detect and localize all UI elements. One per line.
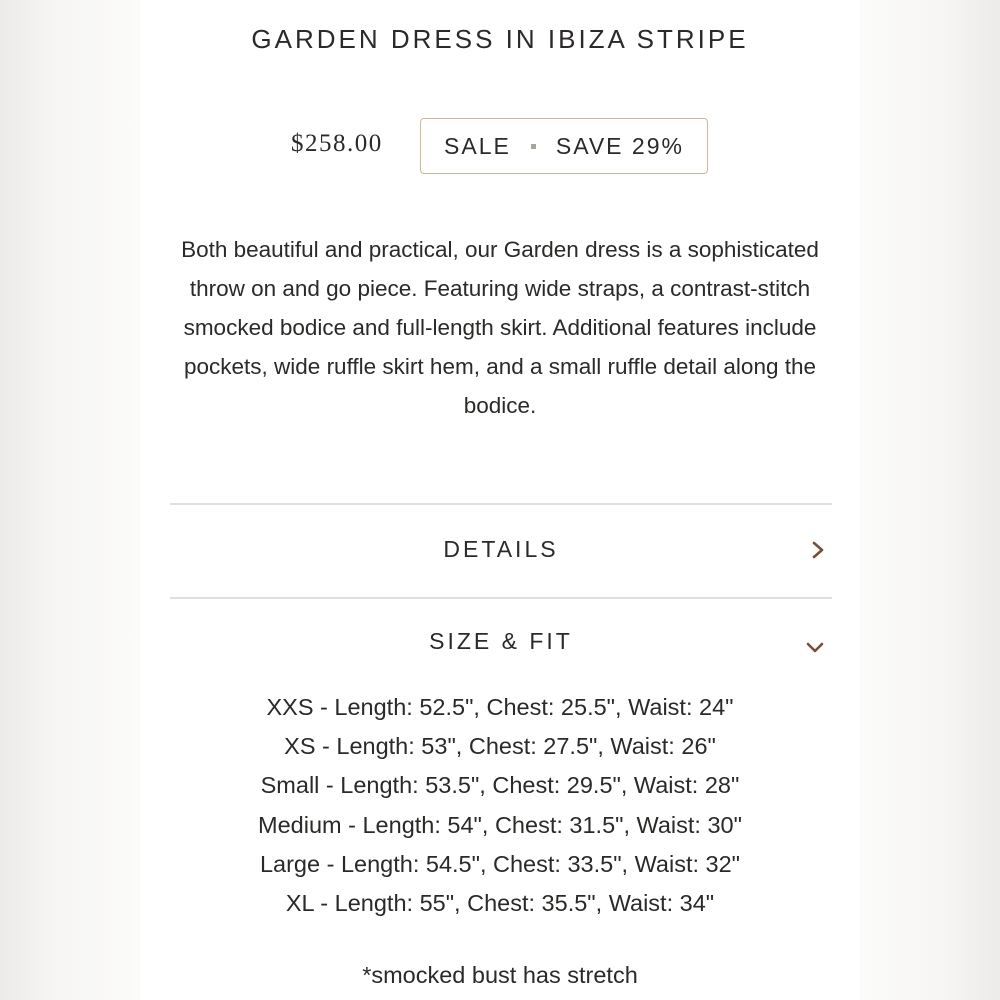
details-label: DETAILS	[443, 536, 559, 562]
product-description: Both beautiful and practical, our Garden dress is a sophisticated throw on and go piece. Featuring wide straps, a contrast-stitch smocked bodice and full-length skirt. Additional features include pockets, wide ruffle skirt hem, and a small ruffle detail along the bodice.	[181, 237, 819, 418]
separator-dot-icon	[531, 144, 536, 149]
stretch-note: *smocked bust has stretch	[362, 962, 638, 988]
product-panel	[141, 0, 859, 1000]
size-row-large: Large - Length: 54.5", Chest: 33.5", Waist: 32"	[259, 850, 741, 877]
size-fit-label: SIZE & FIT	[429, 628, 573, 654]
size-row-xxs: XXS - Length: 52.5", Chest: 25.5", Waist: 24"	[266, 694, 734, 720]
price-row	[141, 118, 859, 176]
save-label: SAVE 29%	[555, 132, 684, 159]
details-accordion-header[interactable]	[170, 505, 832, 597]
size-fit-accordion-header[interactable]	[170, 599, 832, 691]
size-row-xl: XL - Length: 55", Chest: 35.5", Waist: 34"	[285, 890, 715, 917]
chevron-down-icon	[804, 636, 826, 658]
product-title: GARDEN DRESS IN IBIZA STRIPE	[251, 24, 749, 54]
product-price: $258.00	[291, 130, 383, 157]
chevron-right-icon	[807, 539, 829, 561]
sale-badge	[420, 118, 708, 174]
size-row-medium: Medium - Length: 54", Chest: 31.5", Waist: 30"	[258, 811, 742, 838]
size-row-small: Small - Length: 53.5", Chest: 29.5", Waist: 28"	[260, 772, 740, 799]
sale-label: SALE	[444, 132, 511, 159]
size-row-xs: XS - Length: 53", Chest: 27.5", Waist: 26"	[284, 733, 716, 760]
size-chart-list	[141, 688, 859, 923]
